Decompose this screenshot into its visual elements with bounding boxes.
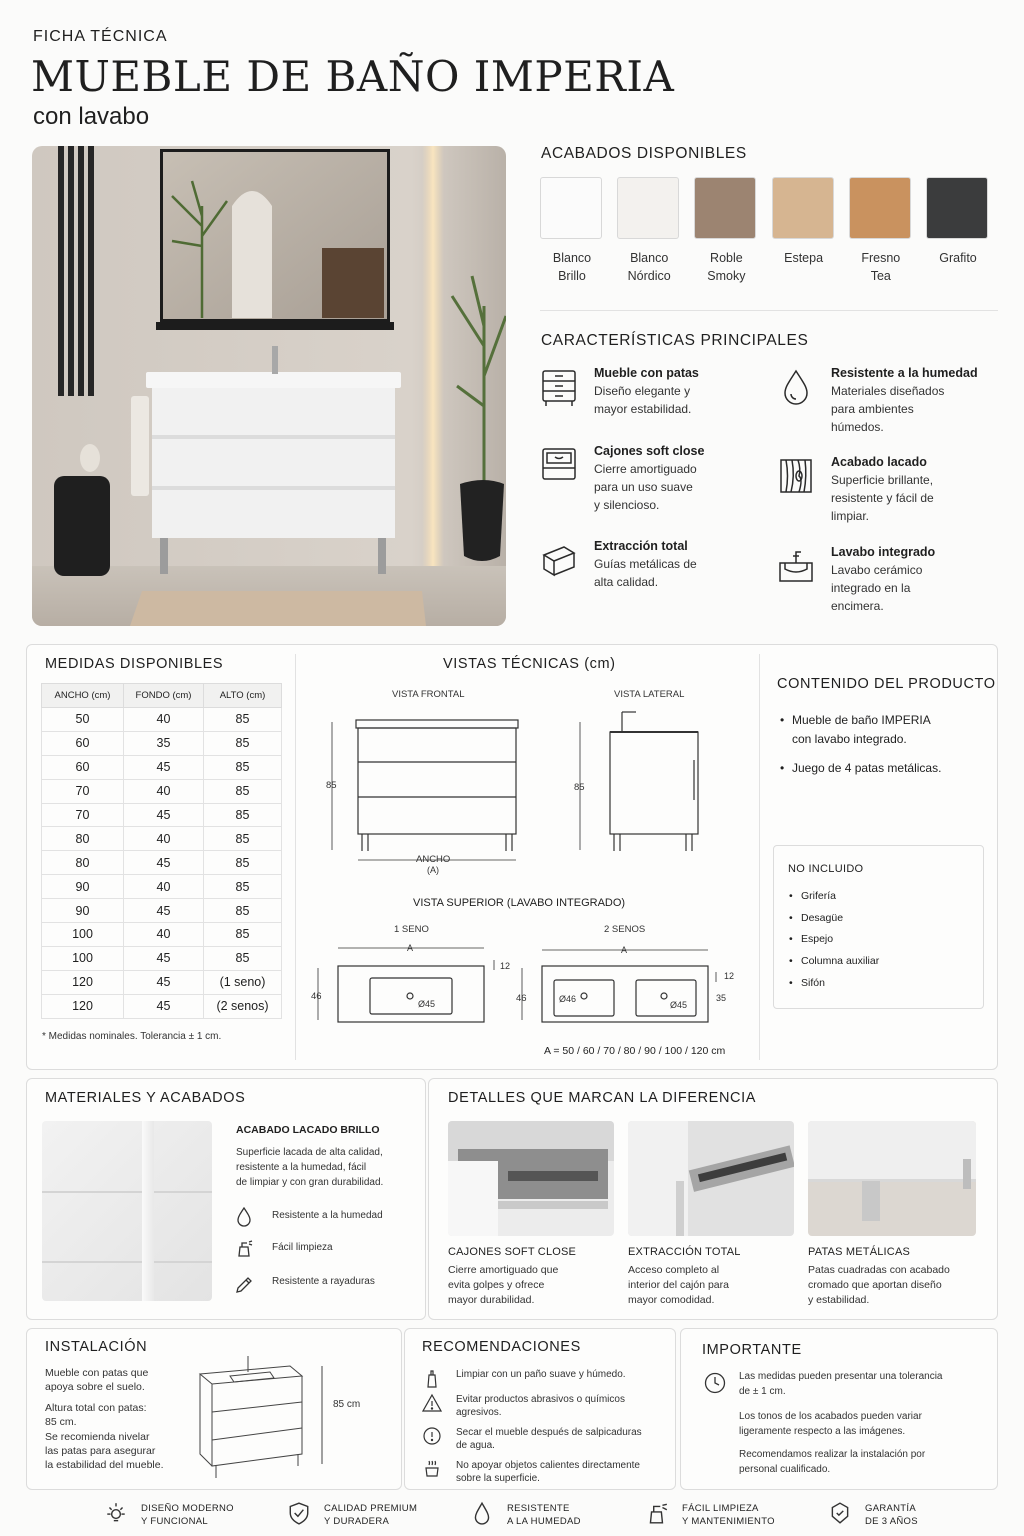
detail-item xyxy=(628,1246,804,1308)
table-row xyxy=(42,946,282,970)
table-cell: 85 xyxy=(204,875,282,899)
table-cell: 90 xyxy=(42,875,124,899)
detail-title: CAJONES SOFT CLOSE xyxy=(448,1246,577,1258)
product-photo xyxy=(32,146,506,626)
detail-item xyxy=(448,1246,624,1308)
tech-title: VISTAS TÉCNICAS (cm) xyxy=(443,656,616,672)
footer-benefit-text: RESISTENTE A LA HUMEDAD xyxy=(507,1503,581,1527)
eyebrow: FICHA TÉCNICA xyxy=(33,28,168,45)
table-cell: 100 xyxy=(42,946,124,970)
finish-name: Blanco xyxy=(630,251,669,265)
sun-lamp-icon xyxy=(104,1501,128,1525)
table-cell: 80 xyxy=(42,827,124,851)
contents-list xyxy=(780,711,980,778)
materials-title: MATERIALES Y ACABADOS xyxy=(45,1090,246,1106)
table-cell: 120 xyxy=(42,994,124,1018)
features-title: CARACTERÍSTICAS PRINCIPALES xyxy=(541,332,809,349)
excluded-item: • Desagüe xyxy=(789,908,879,930)
contents-item: • Juego de 4 patas metálicas. xyxy=(780,759,980,778)
page-subtitle: con lavabo xyxy=(33,103,150,130)
table-cell: 85 xyxy=(204,946,282,970)
finish-color xyxy=(617,177,679,239)
table-cell: 50 xyxy=(42,708,124,732)
detail-desc: Acceso completo al interior del cajón para mayor comodidad. xyxy=(628,1264,729,1306)
finish-name: Roble xyxy=(710,251,743,265)
table-cell: 60 xyxy=(42,755,124,779)
finish-name-2: Smoky xyxy=(707,269,746,283)
finishes-list xyxy=(540,177,1000,287)
warning-icon xyxy=(422,1393,442,1413)
table-cell: 80 xyxy=(42,851,124,875)
excluded-item: • Espejo xyxy=(789,929,879,951)
one-basin-label: 1 SENO xyxy=(394,924,429,935)
perk-item xyxy=(234,1206,414,1230)
finish-name: Blanco xyxy=(552,251,592,265)
feature-title: Mueble con patas xyxy=(594,366,699,380)
drawer-icon xyxy=(540,446,580,486)
finish-name-2: Nórdico xyxy=(627,269,671,283)
feature-desc: Materiales diseñados para ambientes húmedos. xyxy=(831,384,945,434)
finish-name: Fresno xyxy=(861,251,901,265)
footer-benefit xyxy=(828,1498,998,1532)
install-text: Mueble con patas que apoya sobre el suelo. Altura total con patas: 85 cm. Se recomienda nivelar las patas para asegurar la estabilidad del mueble. xyxy=(45,1367,164,1472)
shield-check-icon xyxy=(287,1501,311,1525)
finish-swatch xyxy=(849,177,913,285)
table-cell: 85 xyxy=(204,803,282,827)
finish-name: Estepa xyxy=(784,251,824,265)
top-view-title: VISTA SUPERIOR (LAVABO INTEGRADO) xyxy=(413,897,626,909)
table-cell: 70 xyxy=(42,779,124,803)
features-grid xyxy=(540,366,1000,626)
col-depth: FONDO (cm) xyxy=(124,684,204,708)
install-height: 85 cm xyxy=(333,1399,361,1410)
table-cell: 45 xyxy=(124,994,204,1018)
drop-icon xyxy=(777,368,817,408)
footer-benefit-text: GARANTÍA DE 3 AÑOS xyxy=(865,1503,918,1527)
info-icon xyxy=(422,1426,442,1446)
table-row xyxy=(42,731,282,755)
drop-icon xyxy=(234,1206,256,1228)
finish-name-2: Brillo xyxy=(558,269,586,283)
footer-benefit-text: CALIDAD PREMIUM Y DURADERA xyxy=(324,1503,418,1527)
front-view-label: VISTA FRONTAL xyxy=(392,689,465,700)
detail-title: PATAS METÁLICAS xyxy=(808,1246,911,1258)
table-cell: 85 xyxy=(204,923,282,947)
drop-icon xyxy=(470,1501,494,1525)
table-cell: 40 xyxy=(124,923,204,947)
detail-item xyxy=(808,1246,984,1308)
contents-title: CONTENIDO DEL PRODUCTO xyxy=(777,676,996,692)
table-row xyxy=(42,851,282,875)
table-row xyxy=(42,827,282,851)
sink-icon xyxy=(777,547,817,587)
table-row xyxy=(42,708,282,732)
pencil-icon xyxy=(234,1272,256,1294)
table-cell: 45 xyxy=(124,755,204,779)
finish-color xyxy=(540,177,602,239)
contents-item: • Mueble de baño IMPERIA con lavabo integrado. xyxy=(780,711,980,749)
width-options: A = 50 / 60 / 70 / 80 / 90 / 100 / 120 cm xyxy=(544,1045,726,1057)
table-row xyxy=(42,875,282,899)
excluded-list xyxy=(789,886,879,995)
cabinet-legs-icon xyxy=(540,368,580,408)
table-cell: 40 xyxy=(124,708,204,732)
open-drawer-icon xyxy=(540,541,580,581)
footer-benefit xyxy=(104,1498,274,1532)
table-row xyxy=(42,994,282,1018)
spray-clean-icon xyxy=(234,1238,256,1260)
footer-benefit-text: DISEÑO MODERNO Y FUNCIONAL xyxy=(141,1503,234,1527)
finishes-title: ACABADOS DISPONIBLES xyxy=(541,145,747,162)
finish-swatch xyxy=(540,177,604,285)
table-cell: 40 xyxy=(124,827,204,851)
important-title: IMPORTANTE xyxy=(702,1342,802,1358)
table-row xyxy=(42,899,282,923)
table-cell: 85 xyxy=(204,755,282,779)
table-cell: 70 xyxy=(42,803,124,827)
footer-benefit-text: FÁCIL LIMPIEZA Y MANTENIMIENTO xyxy=(682,1503,775,1527)
table-row xyxy=(42,755,282,779)
detail-photo-soft-close xyxy=(448,1121,614,1236)
table-cell: 60 xyxy=(42,731,124,755)
feature-desc: Lavabo cerámico integrado en la encimera. xyxy=(831,563,923,613)
rim-1: 12 xyxy=(500,961,511,971)
col-width: ANCHO (cm) xyxy=(42,684,124,708)
table-row xyxy=(42,923,282,947)
feature-title: Lavabo integrado xyxy=(831,545,936,559)
materials-desc: Superficie lacada de alta calidad, resistente a la humedad, fácil de limpiar y con gran durabilidad. xyxy=(236,1147,384,1188)
footer-benefit xyxy=(287,1498,457,1532)
perk-label: Resistente a rayaduras xyxy=(272,1276,375,1287)
excluded-item: • Columna auxiliar xyxy=(789,951,879,973)
finish-color xyxy=(926,177,988,239)
finish-name-2: Tea xyxy=(870,269,891,283)
finish-swatch xyxy=(617,177,681,285)
feature-desc: Cierre amortiguado para un uso suave y silencioso. xyxy=(594,462,697,512)
measures-title: MEDIDAS DISPONIBLES xyxy=(45,656,224,672)
drain-2: Ø46 xyxy=(559,994,577,1004)
detail-photo-full-extension xyxy=(628,1121,794,1236)
table-cell: 85 xyxy=(204,827,282,851)
perk-label: Resistente a la humedad xyxy=(272,1210,383,1221)
detail-desc: Patas cuadradas con acabado cromado que aportan diseño y estabilidad. xyxy=(808,1264,950,1306)
install-title: INSTALACIÓN xyxy=(45,1339,148,1355)
recs-title: RECOMENDACIONES xyxy=(422,1339,581,1355)
perk-item xyxy=(234,1272,414,1296)
details-title: DETALLES QUE MARCAN LA DIFERENCIA xyxy=(448,1090,756,1106)
clock-icon xyxy=(704,1372,726,1394)
table-row xyxy=(42,970,282,994)
table-row xyxy=(42,779,282,803)
table-cell: 40 xyxy=(124,779,204,803)
rim-2: 12 xyxy=(724,971,735,981)
table-row xyxy=(42,803,282,827)
feature-title: Cajones soft close xyxy=(594,444,705,458)
side-view-label: VISTA LATERAL xyxy=(614,689,685,700)
width-a-1: A xyxy=(407,943,414,953)
table-cell: 45 xyxy=(124,803,204,827)
feature-title: Resistente a la humedad xyxy=(831,366,978,380)
bottle-icon xyxy=(422,1368,442,1388)
side-height: 85 xyxy=(574,782,585,793)
front-height: 85 xyxy=(326,780,337,791)
table-cell: 85 xyxy=(204,779,282,803)
excluded-item: • Sifón xyxy=(789,973,879,995)
table-cell: 45 xyxy=(124,899,204,923)
table-cell: 40 xyxy=(124,875,204,899)
feature-title: Extracción total xyxy=(594,539,688,553)
rec-text: No apoyar objetos calientes directamente sobre la superficie. xyxy=(456,1460,640,1484)
perk-label: Fácil limpieza xyxy=(272,1242,333,1253)
table-cell: 90 xyxy=(42,899,124,923)
perk-item xyxy=(234,1238,414,1262)
depth-1: 46 xyxy=(311,991,322,1002)
table-cell: 45 xyxy=(124,851,204,875)
footer-benefit xyxy=(645,1498,815,1532)
page-title: MUEBLE DE BAÑO IMPERIA xyxy=(31,52,675,101)
table-cell: 85 xyxy=(204,708,282,732)
finish-swatch xyxy=(772,177,836,267)
measures-note: * Medidas nominales. Tolerancia ± 1 cm. xyxy=(42,1031,222,1042)
table-cell: 35 xyxy=(124,731,204,755)
col-height: ALTO (cm) xyxy=(204,684,282,708)
rec-text: Evitar productos abrasivos o químicos agresivos. xyxy=(456,1394,625,1418)
install-drawing xyxy=(190,1354,340,1482)
table-cell: 45 xyxy=(124,946,204,970)
table-cell: 100 xyxy=(42,923,124,947)
footer-benefit xyxy=(470,1498,640,1532)
two-basin-label: 2 SENOS xyxy=(604,924,646,935)
finish-name: Grafito xyxy=(939,251,977,265)
footer-benefits xyxy=(0,1498,1024,1532)
feature-desc: Diseño elegante y mayor estabilidad. xyxy=(594,384,692,416)
detail-photo-legs xyxy=(808,1121,976,1236)
hot-pot-icon xyxy=(422,1459,442,1479)
materials-subtitle: ACABADO LACADO BRILLO xyxy=(236,1124,380,1136)
important-text: Las medidas pueden presentar una tolerancia de ± 1 cm. Los tonos de los acabados pueden variar ligeramente respecto a las imágenes. Recomendamos realizar la instalación por personal cualificado. xyxy=(739,1371,943,1475)
depth-2: 46 xyxy=(516,993,527,1004)
table-cell: 85 xyxy=(204,899,282,923)
width-a-2: A xyxy=(621,945,628,955)
feature-desc: Guías metálicas de alta calidad. xyxy=(594,557,697,589)
rim-3: 35 xyxy=(716,993,727,1003)
table-cell: 45 xyxy=(124,970,204,994)
table-cell: 85 xyxy=(204,851,282,875)
table-cell: (2 senos) xyxy=(204,994,282,1018)
finish-color xyxy=(772,177,834,239)
divider xyxy=(540,310,998,311)
detail-title: EXTRACCIÓN TOTAL xyxy=(628,1246,741,1258)
excluded-title: NO INCLUIDO xyxy=(788,863,864,875)
width-label: ANCHO xyxy=(416,854,451,865)
badge-icon xyxy=(828,1501,852,1525)
table-cell: 85 xyxy=(204,731,282,755)
detail-desc: Cierre amortiguado que evita golpes y ofrece mayor durabilidad. xyxy=(448,1264,559,1306)
excluded-item: • Grifería xyxy=(789,886,879,908)
finish-color xyxy=(694,177,756,239)
width-sub: (A) xyxy=(427,865,439,875)
wood-grain-icon xyxy=(777,457,817,497)
drain-1: Ø45 xyxy=(418,999,436,1009)
material-sample xyxy=(42,1121,212,1301)
finish-swatch xyxy=(926,177,990,267)
spray-clean-icon xyxy=(645,1501,669,1525)
drain-3: Ø45 xyxy=(670,1000,688,1010)
rec-text: Limpiar con un paño suave y húmedo. xyxy=(456,1369,626,1380)
finish-swatch xyxy=(694,177,758,285)
rec-text: Secar el mueble después de salpicaduras de agua. xyxy=(456,1427,642,1451)
finish-color xyxy=(849,177,911,239)
measures-table xyxy=(41,683,282,1019)
table-cell: (1 seno) xyxy=(204,970,282,994)
feature-title: Acabado lacado xyxy=(831,455,927,469)
feature-desc: Superficie brillante, resistente y fácil de limpiar. xyxy=(831,473,934,523)
table-cell: 120 xyxy=(42,970,124,994)
